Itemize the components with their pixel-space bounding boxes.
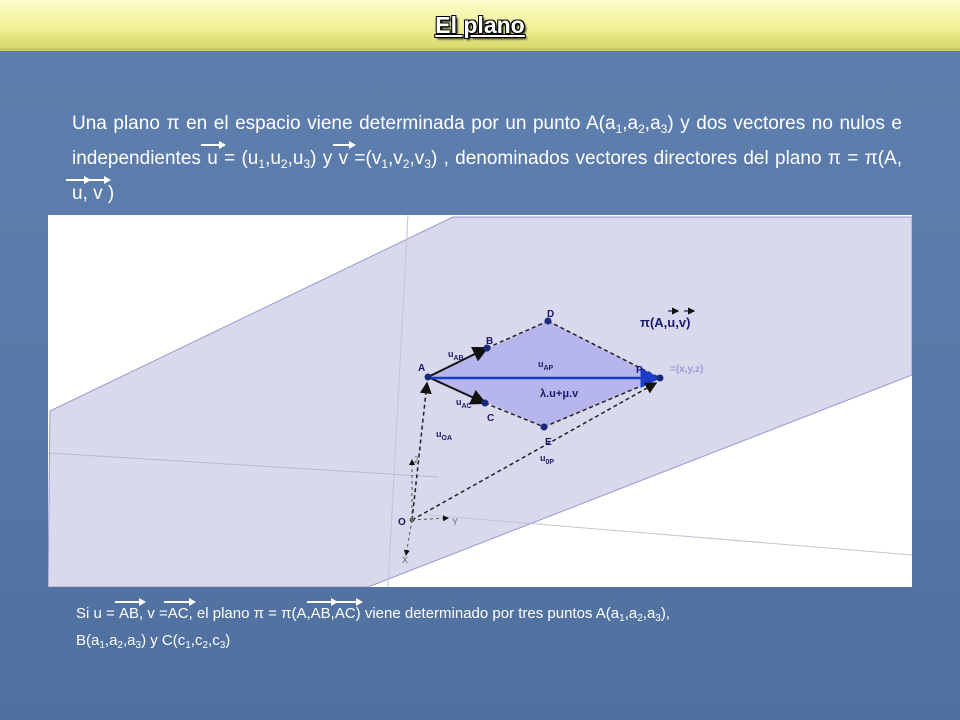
label-o: O [398,517,406,528]
label-d: D [547,309,555,320]
point-p [657,375,664,382]
label-u-ab: $u_{AB}$ [448,349,464,362]
origin-point [410,518,415,523]
vector-v: v [339,141,349,176]
label-u-ap: $u_{AP}$ [538,359,554,372]
plane-diagram-svg [48,215,912,587]
label-xyz: =(x,y,z) [670,364,704,375]
vector-u: u [207,141,218,176]
label-a: A [418,363,426,374]
plane-shape [48,217,912,587]
definition-text: Una plano π en el espacio viene determinada por un punto $A(a_1,a_2,a_3)$ y dos vectores no nulos e independientes $u = (u_1,u_2,u_3)$ y $v =(v_1,v_2,v_3)$ , denominados vectores directores del plano π = π(A, u, v ) [72,106,902,211]
label-axis-x: X [402,555,409,565]
label-u-oa: $u_{OA}$ [436,429,452,442]
label-c: C [487,413,495,424]
label-axis-z: Z [414,455,420,465]
label-p: P [636,365,643,376]
label-b: B [486,336,494,347]
point-e [541,424,548,431]
label-u-op: $u_{0P}$ [540,453,555,466]
point-c [482,400,489,407]
page-title: El plano [435,12,525,38]
lambda-expression: λ.u+μ.v [540,388,579,400]
pi-expression: π(A,u,v) [640,315,691,330]
three-points-text: Si u = AB, v =AC, el plano π = π(A,AB,AC) viene determinado por tres puntos $A(a_1,a_2,a_3)$, $B(a_1,a_2,a_3)$ y $C(c_1,c_2,c_3)$ [76,600,896,654]
main-paragraph [72,106,902,211]
plane-diagram [48,215,912,587]
label-e: E [545,437,552,448]
bottom-paragraph [76,600,896,654]
label-axis-y: Y [452,517,459,527]
point-a [425,374,432,381]
label-u-ac: $u_{AC}$ [456,397,472,410]
